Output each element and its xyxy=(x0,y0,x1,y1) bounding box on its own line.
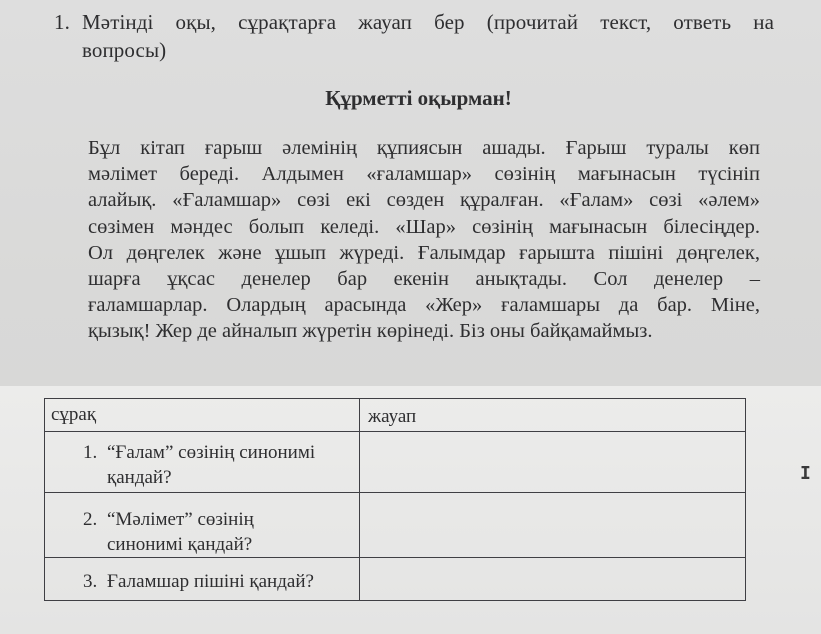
passage-line: сөзімен мәндес болып келеді. «Шар» сөзінің мағынасын білесіңдер. xyxy=(88,215,760,238)
passage-title xyxy=(0,86,821,111)
table-row xyxy=(45,558,746,601)
question-cell xyxy=(45,432,360,493)
question-number: 2. xyxy=(83,509,98,530)
passage-line: Ол дөңгелек және ұшып жүреді. Ғалымдар ғарышта пішіні дөңгелек, xyxy=(88,241,760,264)
question-text-line: “Ғалам” сөзінің синонимі xyxy=(107,442,316,463)
passage-title-text: Құрметті оқырман! xyxy=(325,86,512,110)
question-number: 1. xyxy=(83,442,98,463)
passage-line: алайық. «Ғаламшар» сөзі екі сөзден құралған. «Ғалам» сөзі «әлем» xyxy=(88,189,760,212)
header-question-cell xyxy=(45,399,360,432)
passage-line: шарға ұқсас денелер бар екенін анықтады. Сол денелер – xyxy=(88,268,760,291)
text-cursor-icon: I xyxy=(800,463,811,484)
table-row xyxy=(45,432,746,493)
task-instruction xyxy=(54,8,774,64)
header-answer-cell xyxy=(360,399,746,432)
answer-cell[interactable] xyxy=(360,432,746,493)
passage-line: мәлімет береді. Алдымен «ғаламшар» сөзінің мағынасын түсініп xyxy=(88,163,760,186)
task-number: 1. xyxy=(54,10,70,34)
header-question: сұрақ xyxy=(51,404,97,425)
question-answer-table xyxy=(44,398,746,601)
task-line-1: Мәтінді оқы, сұрақтарға жауап бер (прочитай текст, ответь на xyxy=(82,10,774,34)
passage-line: қызық! Жер де айналып жүретін көрінеді. Біз оны байқамаймыз. xyxy=(88,320,653,343)
passage-text xyxy=(88,135,760,345)
question-cell xyxy=(45,558,360,601)
question-text-line: Ғаламшар пішіні қандай? xyxy=(107,571,314,592)
question-text-line: синонимі қандай? xyxy=(107,534,253,555)
header-answer: жауап xyxy=(368,406,417,427)
table-header-row xyxy=(45,399,746,432)
answer-cell[interactable] xyxy=(360,558,746,601)
question-number: 3. xyxy=(83,571,98,592)
table-row xyxy=(45,493,746,558)
question-text-line: “Мәлімет” сөзінің xyxy=(107,509,254,530)
question-cell xyxy=(45,493,360,558)
answer-cell[interactable] xyxy=(360,493,746,558)
passage-line: ғаламшарлар. Олардың арасында «Жер» ғаламшары да бар. Міне, xyxy=(88,294,760,317)
question-text-line: қандай? xyxy=(107,467,172,488)
task-line-2: вопросы) xyxy=(82,38,167,62)
passage-line: Бұл кітап ғарыш әлемінің құпиясын ашады. Ғарыш туралы көп xyxy=(88,137,760,159)
